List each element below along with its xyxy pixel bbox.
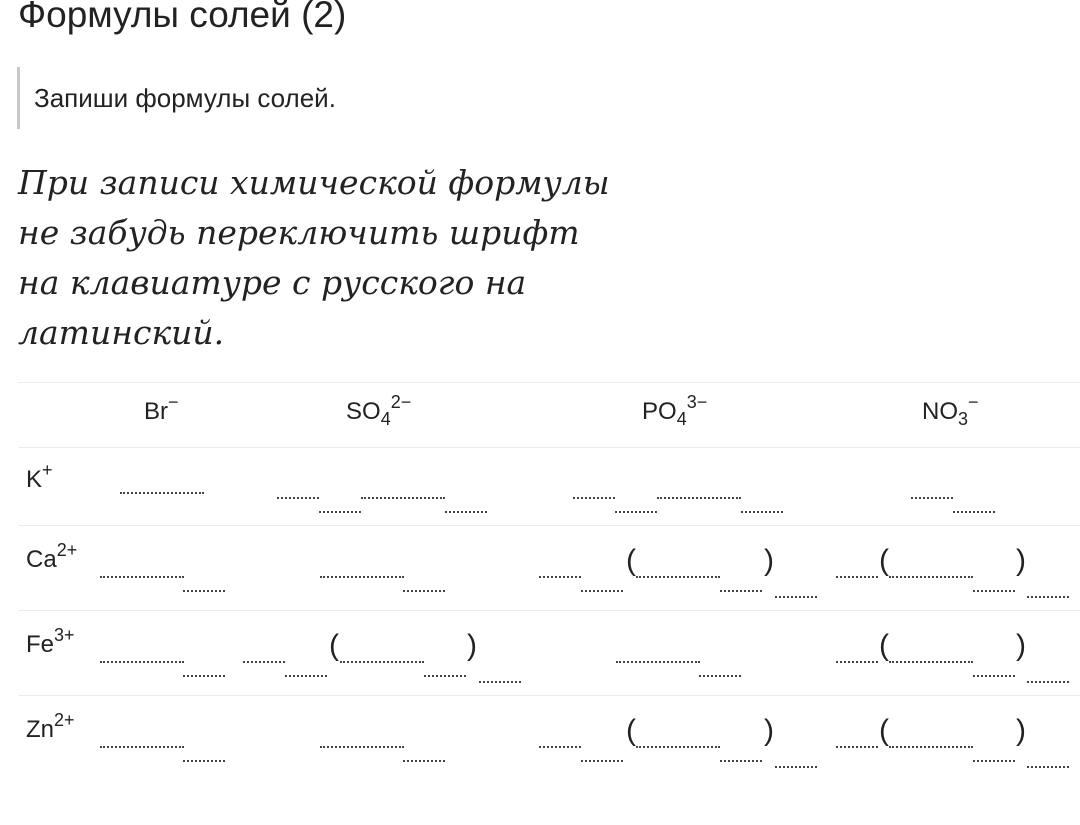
formula-input-ca-po4-anion-index[interactable] bbox=[720, 586, 762, 592]
formula-input-k-po4-index[interactable] bbox=[615, 507, 657, 513]
formula-input-fe-so4-index[interactable] bbox=[285, 671, 327, 677]
table-divider bbox=[18, 447, 1080, 448]
hint-line: При записи химической формулы bbox=[18, 163, 610, 202]
formula-input-fe-no3-anion-index[interactable] bbox=[973, 671, 1015, 677]
open-paren: ( bbox=[329, 629, 339, 662]
formula-input-zn-po4-index[interactable] bbox=[581, 756, 623, 762]
anion-header-so4: $SO_4^{2-}$ bbox=[346, 392, 412, 429]
close-paren: ) bbox=[1016, 544, 1026, 577]
formula-input-ca-no3-anion-index[interactable] bbox=[973, 586, 1015, 592]
formula-input-zn-po4-symbol[interactable] bbox=[539, 742, 581, 748]
cation-label-ca: $Ca^{2+}$ bbox=[26, 540, 78, 573]
formula-input-zn-br-index[interactable] bbox=[183, 756, 225, 762]
anion-header-br: Br− bbox=[144, 392, 179, 425]
open-paren: ( bbox=[626, 544, 636, 577]
formula-input-fe-no3-symbol[interactable] bbox=[836, 657, 878, 663]
cation-label-fe: $Fe^{3+}$ bbox=[26, 625, 75, 658]
close-paren: ) bbox=[764, 544, 774, 577]
hint-line: латинский. bbox=[18, 313, 225, 352]
anion-header-no3: $NO_3^-$ bbox=[922, 392, 979, 429]
formula-input-zn-no3-anion[interactable] bbox=[889, 742, 973, 748]
hint-line: на клавиатуре с русского на bbox=[18, 263, 527, 302]
formula-input-zn-no3-anion-index[interactable] bbox=[973, 756, 1015, 762]
table-divider bbox=[18, 610, 1080, 611]
cation-label-zn: $Zn^{2+}$ bbox=[26, 710, 75, 743]
close-paren: ) bbox=[467, 629, 477, 662]
formula-input-ca-br-index[interactable] bbox=[183, 586, 225, 592]
formula-input-k-so4-symbol[interactable] bbox=[277, 493, 319, 499]
open-paren: ( bbox=[879, 714, 889, 747]
formula-input-ca-po4-group-index[interactable] bbox=[775, 592, 817, 598]
formula-input-fe-br-index[interactable] bbox=[183, 671, 225, 677]
formula-input-k-no3-symbol[interactable] bbox=[911, 493, 953, 499]
formula-input-zn-po4-anion[interactable] bbox=[636, 742, 720, 748]
formula-input-ca-no3-group-index[interactable] bbox=[1027, 592, 1069, 598]
formula-input-fe-no3-group-index[interactable] bbox=[1027, 677, 1069, 683]
formula-input-ca-so4-index[interactable] bbox=[403, 586, 445, 592]
formula-input-k-br[interactable] bbox=[120, 488, 204, 494]
hint-line: не забудь переключить шрифт bbox=[18, 213, 580, 252]
hint-text bbox=[18, 158, 610, 358]
instruction-callout bbox=[17, 67, 336, 129]
page-title: Формулы солей (2) bbox=[18, 0, 347, 35]
formula-input-ca-so4-symbol[interactable] bbox=[320, 572, 404, 578]
instruction-text: Запиши формулы солей. bbox=[34, 83, 336, 113]
formula-input-fe-so4-group-index[interactable] bbox=[479, 677, 521, 683]
open-paren: ( bbox=[626, 714, 636, 747]
formula-input-k-no3-index[interactable] bbox=[953, 507, 995, 513]
formula-input-zn-no3-group-index[interactable] bbox=[1027, 762, 1069, 768]
close-paren: ) bbox=[1016, 714, 1026, 747]
formula-input-zn-so4-symbol[interactable] bbox=[320, 742, 404, 748]
formula-input-k-po4-symbol[interactable] bbox=[573, 493, 615, 499]
formula-input-k-so4-index[interactable] bbox=[319, 507, 361, 513]
close-paren: ) bbox=[764, 714, 774, 747]
formula-input-k-po4-anion-index[interactable] bbox=[741, 507, 783, 513]
formula-input-ca-no3-anion[interactable] bbox=[889, 572, 973, 578]
formula-input-ca-po4-index[interactable] bbox=[581, 586, 623, 592]
open-paren: ( bbox=[879, 544, 889, 577]
formula-input-k-so4-anion-index[interactable] bbox=[445, 507, 487, 513]
formula-input-fe-so4-anion[interactable] bbox=[340, 657, 424, 663]
formula-input-zn-po4-anion-index[interactable] bbox=[720, 756, 762, 762]
table-divider bbox=[18, 525, 1080, 526]
cation-label-k: K+ bbox=[26, 460, 53, 493]
formula-input-ca-po4-anion[interactable] bbox=[636, 572, 720, 578]
table-divider bbox=[18, 382, 1080, 383]
table-divider bbox=[18, 695, 1080, 696]
formula-input-k-so4-anion[interactable] bbox=[361, 493, 445, 499]
formula-input-ca-no3-symbol[interactable] bbox=[836, 572, 878, 578]
formula-input-ca-br-symbol[interactable] bbox=[100, 572, 184, 578]
formula-input-fe-so4-symbol[interactable] bbox=[243, 657, 285, 663]
formula-input-k-po4-anion[interactable] bbox=[657, 493, 741, 499]
formula-input-zn-no3-symbol[interactable] bbox=[836, 742, 878, 748]
open-paren: ( bbox=[879, 629, 889, 662]
close-paren: ) bbox=[1016, 629, 1026, 662]
formula-input-fe-po4-symbol[interactable] bbox=[616, 657, 700, 663]
formula-input-fe-po4-index[interactable] bbox=[699, 671, 741, 677]
formula-input-ca-po4-symbol[interactable] bbox=[539, 572, 581, 578]
formula-input-zn-so4-index[interactable] bbox=[403, 756, 445, 762]
formula-input-fe-br-symbol[interactable] bbox=[100, 657, 184, 663]
formula-input-fe-no3-anion[interactable] bbox=[889, 657, 973, 663]
anion-header-po4: $PO_4^{3-}$ bbox=[642, 392, 708, 429]
formula-input-zn-po4-group-index[interactable] bbox=[775, 762, 817, 768]
formula-input-fe-so4-anion-index[interactable] bbox=[424, 671, 466, 677]
formula-input-zn-br-symbol[interactable] bbox=[100, 742, 184, 748]
